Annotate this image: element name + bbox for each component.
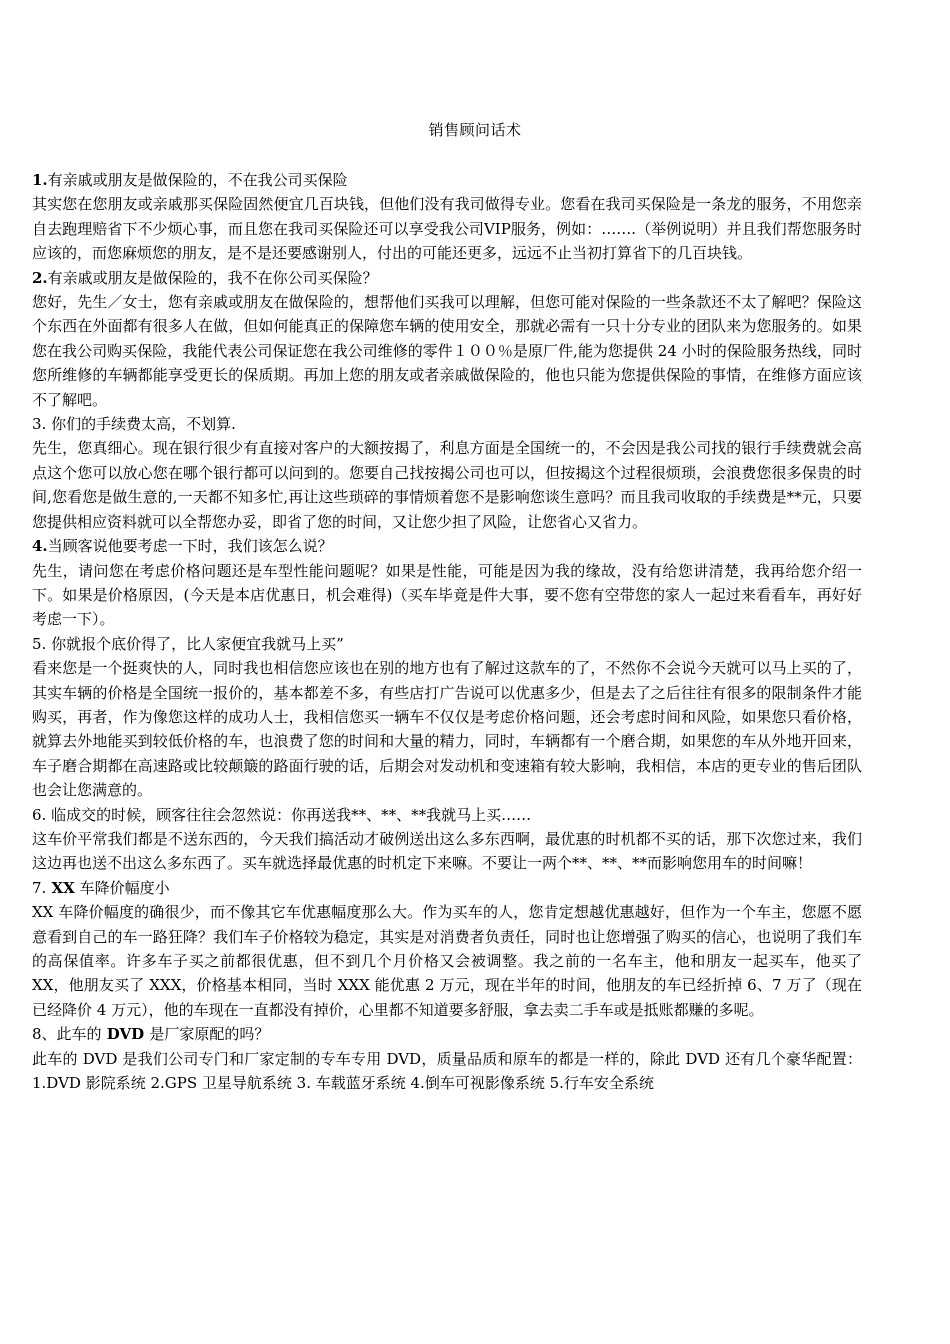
section-5-answer: 看来您是一个挺爽快的人，同时我也相信您应该也在别的地方也有了解过这款车的了，不然你不会说今天就可以马上买的了，其实车辆的价格是全国统一报价的，基本都差不多，有些店打广告说可以优惠多少，但是去了之后往往有很多的限制条件才能购买，再者，作为像您这样的成功人士，我相信您买一辆车不仅仅是考虑价格问题，还会考虑时间和风险，如果您只看价格，就算去外地能买到较低价格的车，也浪费了您的时间和大量的精力，同时，车辆都有一个磨合期，如果您的车从外地开回来，车子磨合期都在高速路或比较颠簸的路面行驶的话，后期会对发动机和变速箱有较大影响，我相信，本店的更专业的售后团队也会让您满意的。 [32,659,862,800]
section-4-heading [32,534,862,558]
section-1-answer: 其实您在您朋友或亲戚那买保险固然便宜几百块钱，但他们没有我司做得专业。您看在我司买保险是一条龙的服务，不用您亲自去跑理赔省下不少烦心事，而且您在我司买保险还可以享受我公司VIP服务，例如：…….（举例说明）并且我们帮您服务时应该的，而您麻烦您的朋友，是不是还要感谢别人，付出的可能还更多，远远不止当初打算省下的几百块钱。 [32,195,862,263]
section-number: 4. [32,537,48,556]
section-5-heading [32,632,862,656]
section-number: 3. [32,415,47,434]
section-question: 车降价幅度小 [74,878,170,897]
section-7-answer: XX 车降价幅度的确很少，而不像其它车优惠幅度那么大。作为买车的人，您肯定想越优惠越好，但作为一个车主，您愿不愿意看到自己的车一路狂降？我们车子价格较为稳定，其实是对消费者负责任，同时也让您增强了购买的信心，也说明了我们车的高保值率。许多车子买之前都很优惠，但不到几个月价格又会被调整。我之前的一名车主，他和朋友一起买车，他买了 XX，他朋友买了 XXX，价格基本相同，当时 XXX 能优惠 2 万元，现在半年的时间，他朋友的车已经折掉 6、7 万了（现在已经降价 4 万元），他的车现在一直都没有掉价，心里都不知道要多舒服，拿去卖二手车或是抵账都赚的多呢。 [32,903,862,1019]
section-question-tail: 是厂家原配的吗？ [149,1025,270,1044]
section-6-answer: 这车价平常我们都是不送东西的，今天我们搞活动才破例送出这么多东西啊，最优惠的时机都不买的话，那下次您过来，我们这边再也送不出这么多东西了。买车就选择最优惠的时机定下来嘛。不要让一两个**、**、**而影响您用车的时间嘛！ [32,829,862,873]
section-question-bold: DVD [101,1025,150,1044]
document-body [32,168,862,1095]
section-number: 6. [32,805,47,824]
section-question: 临成交的时候，顾客往往会忽然说：你再送我**、**、**我就马上买…… [46,805,532,824]
section-number: 5. [32,634,47,653]
section-question: 你就报个底价得了，比人家便宜我就马上买” [46,634,344,653]
section-question-bold: XX [46,878,75,897]
section-number: 2. [32,268,48,287]
section-number: 1. [32,171,48,189]
section-3-answer: 先生，您真细心。现在银行很少有直接对客户的大额按揭了，利息方面是全国统一的，不会因是我公司找的银行手续费就会高点这个您可以放心您在哪个银行都可以问到的。您要自己找按揭公司也可以，但按揭这个过程很烦琐，会浪费您很多保贵的时间,您看您是做生意的,一天都不知多忙,再让这些琐碎的事情烦着您不是影响您谈生意吗？而且我司收取的手续费是**元，只要您提供相应资料就可以全帮您办妥，即省了您的时间，又让您少担了风险，让您省心又省力。 [32,439,862,531]
section-question: 你们的手续费太高，不划算. [46,415,236,434]
section-question: 、此车的 [41,1025,102,1044]
section-question: 有亲戚或朋友是做保险的，我不在你公司买保险？ [47,268,378,287]
section-question: 有亲戚或朋友是做保险的，不在我公司买保险 [47,171,348,189]
section-number: 7. [32,878,47,897]
section-2-heading [32,266,862,290]
section-6-heading [32,803,862,827]
section-1-heading [32,168,862,192]
section-8-answer: 此车的 DVD 是我们公司专门和厂家定制的专车专用 DVD，质量品质和原车的都是一样的，除此 DVD 还有几个豪华配置：1.DVD 影院系统 2.GPS 卫星导航系统 3. 车载蓝牙系统 4.倒车可视影像系统 5.行车安全系统 [32,1049,862,1093]
section-number: 8 [32,1025,42,1044]
section-3-heading [32,412,862,436]
section-question: 当顾客说他要考虑一下时，我们该怎么说？ [47,537,333,556]
page-title: 销售顾问话术 [428,121,522,139]
section-7-heading [32,876,862,900]
section-8-heading [32,1022,862,1046]
section-4-answer: 先生，请问您在考虑价格问题还是车型性能问题呢？如果是性能，可能是因为我的缘故，没有给您讲清楚，我再给您介绍一下。如果是价格原因，(今天是本店优惠日，机会难得)（买车毕竟是件大事，要不您有空带您的家人一起过来看看车，再好好考虑一下）。 [32,561,862,629]
section-2-answer: 您好，先生／女士，您有亲戚或朋友在做保险的，想帮他们买我可以理解，但您可能对保险的一些条款还不太了解吧？保险这个东西在外面都有很多人在做，但如何能真正的保障您车辆的使用安全，那就必需有一只十分专业的团队来为您服务的。如果您在我公司购买保险，我能代表公司保证您在我公司维修的零件１００％是原厂件,能为您提供 24 小时的保险服务热线，同时您所维修的车辆都能享受更长的保质期。再加上您的朋友或者亲戚做保险的，他也只能为您提供保险的事情，在维修方面应该不了解吧。 [32,293,862,409]
